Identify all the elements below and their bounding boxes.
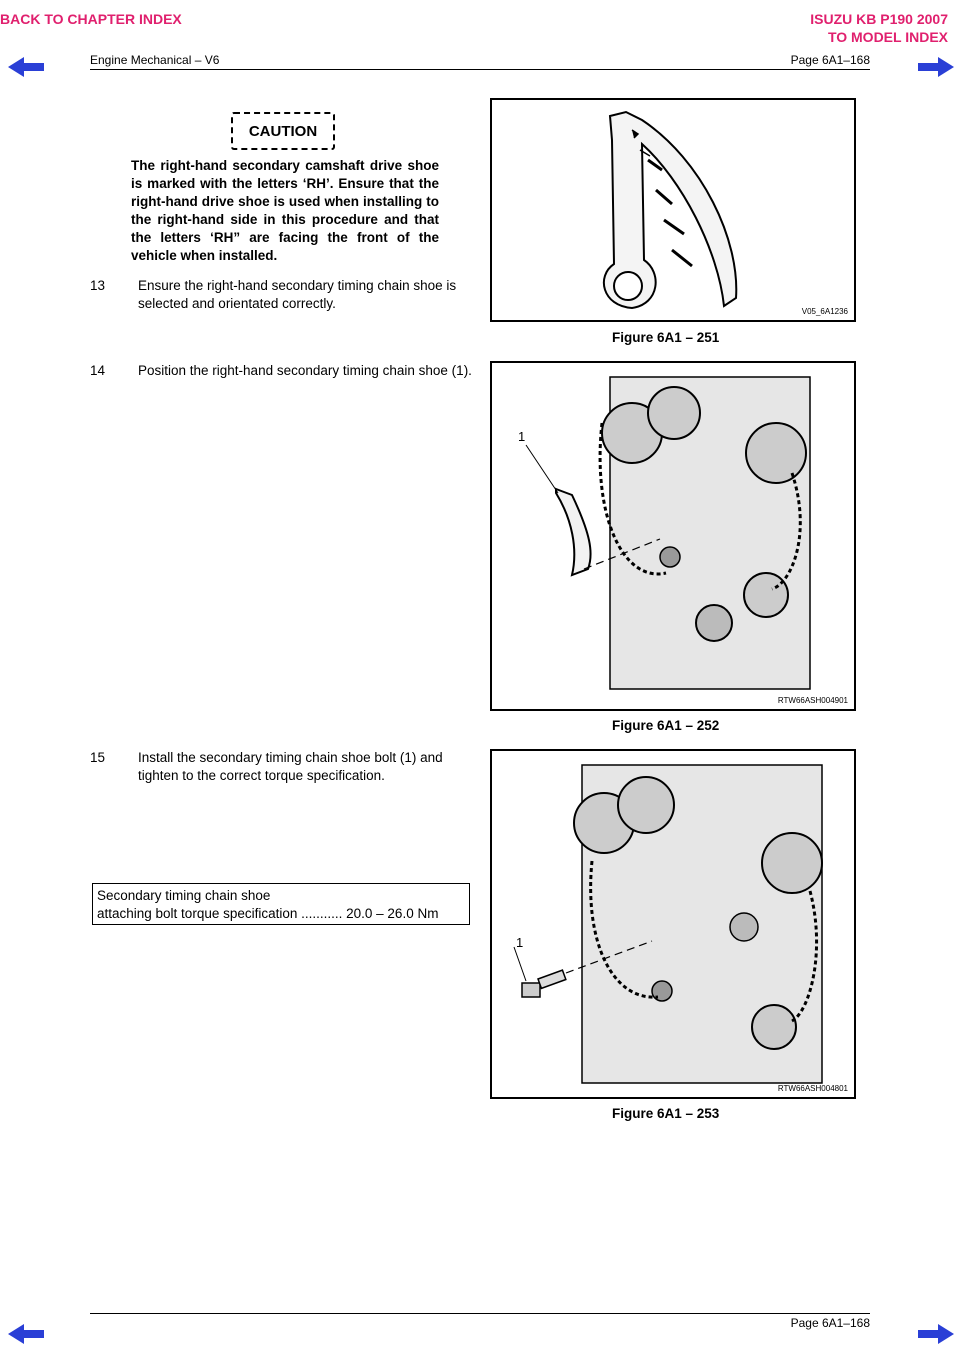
figure-252-image [490, 361, 856, 711]
torque-spec-box [92, 883, 470, 925]
header-page-number: Page 6A1–168 [790, 53, 870, 67]
spec-line-2: attaching bolt torque specification ........... 20.0 – 26.0 Nm [97, 906, 439, 921]
timing-chain-shoe-drawing [492, 100, 854, 320]
step-number: 13 [90, 278, 106, 293]
figure-caption: Figure 6A1 – 253 [612, 1106, 720, 1121]
step-text: Ensure the right-hand secondary timing chain shoe is selected and orientated correctly. [138, 278, 457, 311]
caution-text: The right-hand secondary camshaft drive shoe is marked with the letters ‘RH’. Ensure that the right-hand drive shoe is used when installing to the right-hand side in this procedure and that the letters ‘RH” are facing the front of the vehicle when installed. [131, 158, 439, 263]
spec-line-1: Secondary timing chain shoe [97, 888, 271, 903]
figure-253-image [490, 749, 856, 1099]
to-model-index-link[interactable]: TO MODEL INDEX [827, 29, 948, 45]
header-section-title: Engine Mechanical – V6 [90, 53, 220, 67]
engine-front-timing-drawing [492, 363, 854, 709]
figure-caption: Figure 6A1 – 251 [612, 330, 720, 345]
caution-badge [231, 112, 335, 150]
next-page-arrow-icon[interactable] [916, 1322, 956, 1346]
figure-code: RTW66ASH004801 [777, 1084, 848, 1093]
step-number: 15 [90, 750, 106, 765]
footer-page-number: Page 6A1–168 [790, 1316, 870, 1330]
figure-caption: Figure 6A1 – 252 [612, 718, 720, 733]
figure-code: RTW66ASH004901 [777, 696, 848, 705]
callout-1: 1 [518, 429, 526, 444]
previous-page-arrow-icon[interactable] [6, 1322, 46, 1346]
figure-251-image [490, 98, 856, 322]
next-page-arrow-icon[interactable] [916, 55, 956, 79]
brand-title: ISUZU KB P190 2007 [810, 11, 948, 27]
caution-label: CAUTION [248, 122, 318, 140]
step-text: Position the right-hand secondary timing chain shoe (1). [138, 363, 472, 378]
previous-page-arrow-icon[interactable] [6, 55, 46, 79]
callout-1: 1 [516, 935, 524, 950]
header-rule [90, 69, 870, 70]
engine-bolt-install-drawing [492, 751, 854, 1097]
figure-code: V05_6A1236 [801, 307, 848, 316]
footer-rule [90, 1313, 870, 1314]
step-number: 14 [90, 363, 106, 378]
step-text: Install the secondary timing chain shoe bolt (1) and tighten to the correct torque specification. [138, 750, 443, 783]
back-to-chapter-index-link[interactable]: BACK TO CHAPTER INDEX [0, 11, 182, 27]
